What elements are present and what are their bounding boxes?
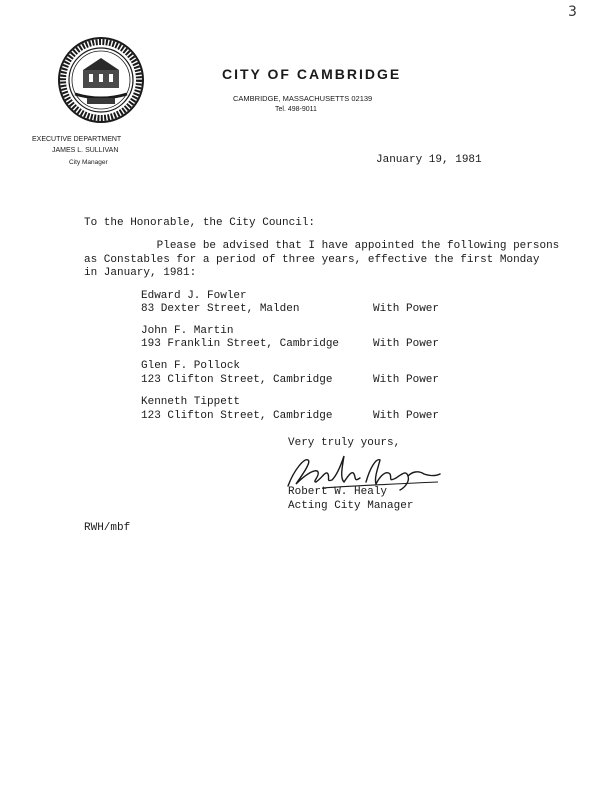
signer-name: Robert W. Healy xyxy=(288,486,388,498)
appointee-power: With Power xyxy=(373,374,440,386)
appointee-address: 83 Dexter Street, Malden xyxy=(141,303,300,315)
city-title: CITY OF CAMBRIDGE xyxy=(222,66,402,82)
appointee-name: Edward J. Fowler xyxy=(141,290,247,302)
appointee-address: 123 Clifton Street, Cambridge xyxy=(141,410,333,422)
official-title: City Manager xyxy=(69,159,108,166)
appointee-power: With Power xyxy=(373,303,440,315)
signer-title: Acting City Manager xyxy=(288,500,414,512)
typist-initials: RWH/mbf xyxy=(84,522,131,534)
city-telephone: Tel. 498-9011 xyxy=(275,106,317,113)
appointee-name: Glen F. Pollock xyxy=(141,360,241,372)
city-address: CAMBRIDGE, MASSACHUSETTS 02139 xyxy=(233,94,373,103)
appointee-name: John F. Martin xyxy=(141,325,234,337)
salutation: To the Honorable, the City Council: xyxy=(84,217,316,229)
letter-date: January 19, 1981 xyxy=(376,154,482,166)
official-name: JAMES L. SULLIVAN xyxy=(52,147,119,154)
appointee-power: With Power xyxy=(373,410,440,422)
appointee-address: 193 Franklin Street, Cambridge xyxy=(141,338,340,350)
appointee-power: With Power xyxy=(373,338,440,350)
body-line: Please be advised that I have appointed the following persons xyxy=(84,240,560,252)
page-number-mark: 3 xyxy=(568,4,577,20)
city-seal-icon xyxy=(57,36,145,124)
closing: Very truly yours, xyxy=(288,437,401,449)
letter-body xyxy=(84,240,559,281)
body-line: as Constables for a period of three years, effective the first Monday xyxy=(84,253,540,266)
appointee-name: Kenneth Tippett xyxy=(141,396,241,408)
body-line: in January, 1981: xyxy=(84,267,197,279)
appointee-address: 123 Clifton Street, Cambridge xyxy=(141,374,333,386)
department-label: EXECUTIVE DEPARTMENT xyxy=(32,136,122,143)
